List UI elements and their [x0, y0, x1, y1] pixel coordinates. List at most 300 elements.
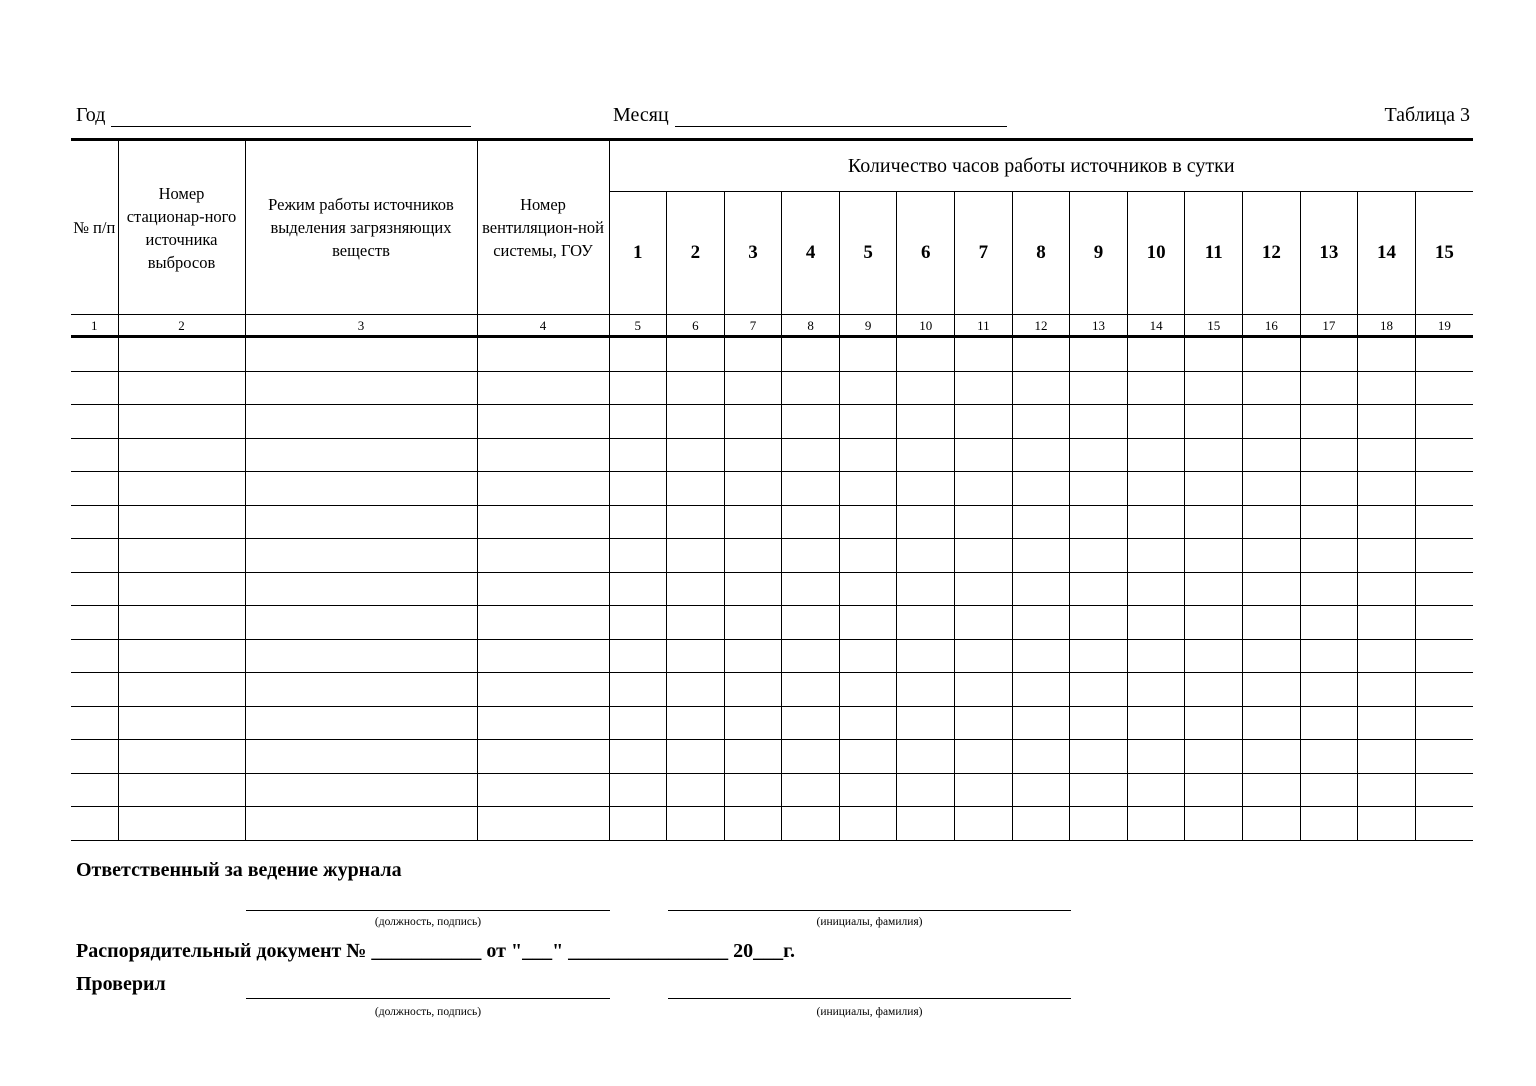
table-cell[interactable] [1070, 405, 1128, 439]
table-cell[interactable] [1127, 438, 1185, 472]
table-cell[interactable] [1415, 572, 1473, 606]
table-cell[interactable] [1300, 539, 1358, 573]
table-cell[interactable] [1012, 673, 1070, 707]
table-cell[interactable] [609, 740, 667, 774]
table-cell[interactable] [477, 505, 609, 539]
table-cell[interactable] [245, 706, 477, 740]
table-cell[interactable] [1243, 371, 1301, 405]
table-cell[interactable] [897, 337, 955, 372]
table-cell[interactable] [839, 706, 897, 740]
table-cell[interactable] [1300, 639, 1358, 673]
table-cell[interactable] [667, 572, 725, 606]
table-cell[interactable] [1185, 773, 1243, 807]
table-cell[interactable] [1415, 606, 1473, 640]
table-cell[interactable] [71, 505, 118, 539]
checker-position-line[interactable] [246, 998, 610, 999]
table-cell[interactable] [245, 405, 477, 439]
responsible-label: Ответственный за ведение журнала [76, 859, 402, 881]
table-cell[interactable] [1415, 639, 1473, 673]
table-cell[interactable] [1300, 371, 1358, 405]
table-cell[interactable] [118, 371, 245, 405]
table-cell[interactable] [782, 606, 840, 640]
table-cell[interactable] [245, 740, 477, 774]
table-cell[interactable] [782, 807, 840, 841]
table-cell[interactable] [1012, 740, 1070, 774]
table-cell[interactable] [782, 539, 840, 573]
table-cell[interactable] [477, 706, 609, 740]
table-cell[interactable] [667, 405, 725, 439]
table-cell[interactable] [71, 337, 118, 372]
table-cell[interactable] [1243, 438, 1301, 472]
table-cell[interactable] [71, 371, 118, 405]
table-cell[interactable] [609, 673, 667, 707]
table-cell[interactable] [955, 505, 1013, 539]
table-cell[interactable] [955, 606, 1013, 640]
table-cell[interactable] [477, 371, 609, 405]
table-cell[interactable] [1185, 472, 1243, 506]
table-cell[interactable] [1012, 639, 1070, 673]
table-cell[interactable] [1300, 807, 1358, 841]
table-cell[interactable] [71, 773, 118, 807]
table-cell[interactable] [477, 438, 609, 472]
table-cell[interactable] [724, 639, 782, 673]
day-header-3: 3 [724, 192, 782, 315]
table-cell[interactable] [609, 572, 667, 606]
table-cell[interactable] [1012, 706, 1070, 740]
table-cell[interactable] [1185, 740, 1243, 774]
table-cell[interactable] [118, 505, 245, 539]
table-cell[interactable] [477, 740, 609, 774]
table-cell[interactable] [1358, 606, 1416, 640]
table-cell[interactable] [1185, 639, 1243, 673]
table-cell[interactable] [118, 639, 245, 673]
table-cell[interactable] [1358, 740, 1416, 774]
table-cell[interactable] [245, 539, 477, 573]
table-cell[interactable] [724, 438, 782, 472]
table-cell[interactable] [1358, 706, 1416, 740]
table-cell[interactable] [1127, 639, 1185, 673]
table-cell[interactable] [1300, 405, 1358, 439]
table-cell[interactable] [1070, 773, 1128, 807]
table-cell[interactable] [839, 438, 897, 472]
table-cell[interactable] [1300, 472, 1358, 506]
table-cell[interactable] [1358, 539, 1416, 573]
table-cell[interactable] [245, 505, 477, 539]
table-cell[interactable] [1185, 572, 1243, 606]
table-cell[interactable] [245, 773, 477, 807]
table-cell[interactable] [724, 572, 782, 606]
table-cell[interactable] [782, 706, 840, 740]
table-cell[interactable] [897, 539, 955, 573]
table-cell[interactable] [955, 539, 1013, 573]
table-cell[interactable] [667, 639, 725, 673]
table-cell[interactable] [1415, 405, 1473, 439]
table-cell[interactable] [1243, 539, 1301, 573]
table-cell[interactable] [839, 639, 897, 673]
table-cell[interactable] [609, 606, 667, 640]
table-cell[interactable] [667, 539, 725, 573]
table-cell[interactable] [477, 472, 609, 506]
table-cell[interactable] [955, 472, 1013, 506]
table-cell[interactable] [1070, 606, 1128, 640]
table-cell[interactable] [667, 371, 725, 405]
order-document-line[interactable]: Распорядительный документ № ___________ от "___" ________________ 20___г. [76, 940, 795, 962]
table-cell[interactable] [955, 740, 1013, 774]
table-cell[interactable] [839, 472, 897, 506]
table-cell[interactable] [667, 740, 725, 774]
table-cell[interactable] [1300, 572, 1358, 606]
table-cell[interactable] [1070, 371, 1128, 405]
table-cell[interactable] [118, 405, 245, 439]
table-cell[interactable] [1185, 606, 1243, 640]
table-cell[interactable] [955, 337, 1013, 372]
table-cell[interactable] [1012, 472, 1070, 506]
table-cell[interactable] [955, 639, 1013, 673]
table-cell[interactable] [118, 572, 245, 606]
table-cell[interactable] [1185, 539, 1243, 573]
table-cell[interactable] [1127, 673, 1185, 707]
table-cell[interactable] [1185, 405, 1243, 439]
table-cell[interactable] [782, 337, 840, 372]
table-cell[interactable] [1127, 405, 1185, 439]
table-cell[interactable] [71, 807, 118, 841]
month-blank[interactable] [675, 106, 1007, 127]
table-cell[interactable] [1012, 371, 1070, 405]
table-cell[interactable] [897, 706, 955, 740]
table-cell[interactable] [1415, 673, 1473, 707]
table-cell[interactable] [839, 807, 897, 841]
table-cell[interactable] [724, 539, 782, 573]
table-cell[interactable] [477, 606, 609, 640]
table-cell[interactable] [477, 673, 609, 707]
table-cell[interactable] [1300, 673, 1358, 707]
table-cell[interactable] [667, 606, 725, 640]
table-cell[interactable] [245, 606, 477, 640]
table-cell[interactable] [118, 706, 245, 740]
table-cell[interactable] [71, 572, 118, 606]
table-cell[interactable] [1243, 706, 1301, 740]
table-cell[interactable] [71, 472, 118, 506]
table-cell[interactable] [897, 405, 955, 439]
table-cell[interactable] [477, 572, 609, 606]
table-cell[interactable] [1358, 773, 1416, 807]
table-cell[interactable] [1358, 673, 1416, 707]
table-cell[interactable] [71, 740, 118, 774]
table-cell[interactable] [897, 505, 955, 539]
table-cell[interactable] [1012, 606, 1070, 640]
table-cell[interactable] [1070, 505, 1128, 539]
table-cell[interactable] [1415, 539, 1473, 573]
table-cell[interactable] [1358, 337, 1416, 372]
table-cell[interactable] [839, 337, 897, 372]
table-cell[interactable] [1012, 337, 1070, 372]
table-cell[interactable] [897, 371, 955, 405]
table-cell[interactable] [724, 807, 782, 841]
table-cell[interactable] [724, 773, 782, 807]
responsible-position-line[interactable] [246, 910, 610, 911]
table-cell[interactable] [1358, 438, 1416, 472]
table-cell[interactable] [724, 606, 782, 640]
table-cell[interactable] [1012, 505, 1070, 539]
table-cell[interactable] [609, 773, 667, 807]
table-cell[interactable] [1358, 405, 1416, 439]
table-cell[interactable] [782, 472, 840, 506]
table-cell[interactable] [667, 807, 725, 841]
table-cell[interactable] [1358, 371, 1416, 405]
table-cell[interactable] [1243, 740, 1301, 774]
table-cell[interactable] [609, 639, 667, 673]
table-cell[interactable] [1415, 706, 1473, 740]
table-cell[interactable] [609, 337, 667, 372]
responsible-name-line[interactable] [668, 910, 1071, 911]
table-cell[interactable] [1185, 337, 1243, 372]
table-cell[interactable] [245, 472, 477, 506]
table-cell[interactable] [1070, 740, 1128, 774]
table-cell[interactable] [1243, 572, 1301, 606]
table-cell[interactable] [1415, 740, 1473, 774]
table-cell[interactable] [839, 371, 897, 405]
table-cell[interactable] [724, 740, 782, 774]
table-cell[interactable] [609, 371, 667, 405]
table-cell[interactable] [1185, 371, 1243, 405]
table-cell[interactable] [1185, 807, 1243, 841]
table-cell[interactable] [118, 472, 245, 506]
column-number-10: 10 [897, 315, 955, 337]
table-cell[interactable] [897, 673, 955, 707]
table-cell[interactable] [955, 773, 1013, 807]
table-cell[interactable] [71, 438, 118, 472]
table-cell[interactable] [1127, 539, 1185, 573]
table-cell[interactable] [724, 706, 782, 740]
table-cell[interactable] [724, 472, 782, 506]
table-cell[interactable] [118, 337, 245, 372]
table-cell[interactable] [118, 438, 245, 472]
table-cell[interactable] [897, 438, 955, 472]
table-cell[interactable] [897, 807, 955, 841]
table-cell[interactable] [609, 405, 667, 439]
table-cell[interactable] [839, 405, 897, 439]
table-cell[interactable] [1300, 740, 1358, 774]
table-cell[interactable] [477, 337, 609, 372]
table-cell[interactable] [477, 807, 609, 841]
table-cell[interactable] [71, 673, 118, 707]
table-cell[interactable] [667, 706, 725, 740]
table-cell[interactable] [955, 572, 1013, 606]
table-cell[interactable] [1243, 472, 1301, 506]
table-cell[interactable] [245, 639, 477, 673]
table-cell[interactable] [1243, 505, 1301, 539]
table-cell[interactable] [609, 472, 667, 506]
year-blank[interactable] [111, 106, 471, 127]
table-cell[interactable] [1127, 472, 1185, 506]
table-cell[interactable] [1243, 807, 1301, 841]
table-cell[interactable] [1300, 438, 1358, 472]
table-cell[interactable] [839, 539, 897, 573]
table-cell[interactable] [782, 572, 840, 606]
table-cell[interactable] [955, 405, 1013, 439]
table-cell[interactable] [839, 773, 897, 807]
table-cell[interactable] [71, 639, 118, 673]
table-cell[interactable] [955, 706, 1013, 740]
table-cell[interactable] [782, 673, 840, 707]
table-cell[interactable] [1358, 505, 1416, 539]
table-cell[interactable] [1358, 639, 1416, 673]
table-cell[interactable] [1012, 438, 1070, 472]
table-cell[interactable] [1415, 472, 1473, 506]
table-cell[interactable] [1415, 371, 1473, 405]
table-cell[interactable] [955, 673, 1013, 707]
table-cell[interactable] [118, 807, 245, 841]
table-cell[interactable] [1070, 706, 1128, 740]
table-cell[interactable] [1127, 807, 1185, 841]
table-cell[interactable] [724, 405, 782, 439]
table-cell[interactable] [1070, 337, 1128, 372]
table-cell[interactable] [667, 337, 725, 372]
table-cell[interactable] [897, 639, 955, 673]
table-cell[interactable] [897, 472, 955, 506]
table-cell[interactable] [839, 572, 897, 606]
table-cell[interactable] [782, 405, 840, 439]
table-cell[interactable] [245, 438, 477, 472]
table-cell[interactable] [477, 539, 609, 573]
table-cell[interactable] [1127, 572, 1185, 606]
table-cell[interactable] [782, 505, 840, 539]
table-cell[interactable] [667, 438, 725, 472]
table-cell[interactable] [897, 740, 955, 774]
table-cell[interactable] [839, 606, 897, 640]
table-cell[interactable] [609, 505, 667, 539]
table-cell[interactable] [1415, 337, 1473, 372]
table-cell[interactable] [1358, 472, 1416, 506]
table-cell[interactable] [782, 740, 840, 774]
table-cell[interactable] [724, 505, 782, 539]
table-cell[interactable] [1243, 639, 1301, 673]
table-cell[interactable] [245, 807, 477, 841]
hours-per-day-header: Количество часов работы источников в сутки [609, 140, 1473, 192]
table-cell[interactable] [1127, 371, 1185, 405]
table-cell[interactable] [1070, 673, 1128, 707]
table-cell[interactable] [724, 371, 782, 405]
table-cell[interactable] [71, 706, 118, 740]
table-row [71, 606, 1473, 640]
table-cell[interactable] [609, 807, 667, 841]
table-cell[interactable] [245, 572, 477, 606]
table-cell[interactable] [724, 337, 782, 372]
table-cell[interactable] [839, 740, 897, 774]
table-cell[interactable] [1012, 405, 1070, 439]
table-cell[interactable] [1300, 773, 1358, 807]
table-cell[interactable] [897, 606, 955, 640]
table-cell[interactable] [1243, 337, 1301, 372]
table-cell[interactable] [1185, 505, 1243, 539]
table-cell[interactable] [897, 773, 955, 807]
table-cell[interactable] [1185, 706, 1243, 740]
table-cell[interactable] [1243, 673, 1301, 707]
table-cell[interactable] [245, 673, 477, 707]
column-number-17: 17 [1300, 315, 1358, 337]
table-cell[interactable] [1300, 337, 1358, 372]
table-cell[interactable] [667, 773, 725, 807]
table-cell[interactable] [782, 371, 840, 405]
table-cell[interactable] [1070, 539, 1128, 573]
table-cell[interactable] [118, 606, 245, 640]
table-cell[interactable] [1070, 639, 1128, 673]
table-cell[interactable] [1415, 438, 1473, 472]
table-cell[interactable] [609, 706, 667, 740]
table-cell[interactable] [118, 539, 245, 573]
table-cell[interactable] [477, 773, 609, 807]
table-cell[interactable] [667, 673, 725, 707]
table-cell[interactable] [245, 371, 477, 405]
table-cell[interactable] [1070, 472, 1128, 506]
table-cell[interactable] [1185, 673, 1243, 707]
table-cell[interactable] [839, 673, 897, 707]
table-cell[interactable] [955, 371, 1013, 405]
table-cell[interactable] [1070, 572, 1128, 606]
table-cell[interactable] [1012, 572, 1070, 606]
table-cell[interactable] [1243, 773, 1301, 807]
table-cell[interactable] [1012, 773, 1070, 807]
table-cell[interactable] [1300, 606, 1358, 640]
table-cell[interactable] [477, 639, 609, 673]
table-cell[interactable] [1012, 807, 1070, 841]
table-cell[interactable] [1127, 773, 1185, 807]
table-cell[interactable] [609, 438, 667, 472]
table-cell[interactable] [1243, 606, 1301, 640]
table-cell[interactable] [1127, 606, 1185, 640]
table-cell[interactable] [118, 773, 245, 807]
checker-name-line[interactable] [668, 998, 1071, 999]
table-cell[interactable] [71, 539, 118, 573]
table-cell[interactable] [955, 807, 1013, 841]
table-cell[interactable] [1358, 572, 1416, 606]
table-cell[interactable] [782, 639, 840, 673]
table-cell[interactable] [1070, 807, 1128, 841]
table-cell[interactable] [667, 505, 725, 539]
table-cell[interactable] [1415, 807, 1473, 841]
table-cell[interactable] [782, 438, 840, 472]
table-cell[interactable] [1127, 740, 1185, 774]
table-cell[interactable] [245, 337, 477, 372]
table-cell[interactable] [1358, 807, 1416, 841]
column-number-3: 3 [245, 315, 477, 337]
month-field [613, 104, 1007, 127]
table-cell[interactable] [71, 405, 118, 439]
table-cell[interactable] [118, 740, 245, 774]
table-cell[interactable] [1300, 706, 1358, 740]
table-cell[interactable] [118, 673, 245, 707]
table-cell[interactable] [1185, 438, 1243, 472]
table-cell[interactable] [724, 673, 782, 707]
table-cell[interactable] [1243, 405, 1301, 439]
table-cell[interactable] [1127, 706, 1185, 740]
table-cell[interactable] [609, 539, 667, 573]
table-cell[interactable] [71, 606, 118, 640]
table-cell[interactable] [897, 572, 955, 606]
table-cell[interactable] [839, 505, 897, 539]
table-cell[interactable] [955, 438, 1013, 472]
table-cell[interactable] [1415, 505, 1473, 539]
table-cell[interactable] [477, 405, 609, 439]
table-cell[interactable] [1127, 337, 1185, 372]
table-cell[interactable] [1300, 505, 1358, 539]
table-cell[interactable] [1070, 438, 1128, 472]
table-cell[interactable] [1415, 773, 1473, 807]
table-cell[interactable] [1012, 539, 1070, 573]
table-cell[interactable] [782, 773, 840, 807]
table-cell[interactable] [667, 472, 725, 506]
table-cell[interactable] [1127, 505, 1185, 539]
